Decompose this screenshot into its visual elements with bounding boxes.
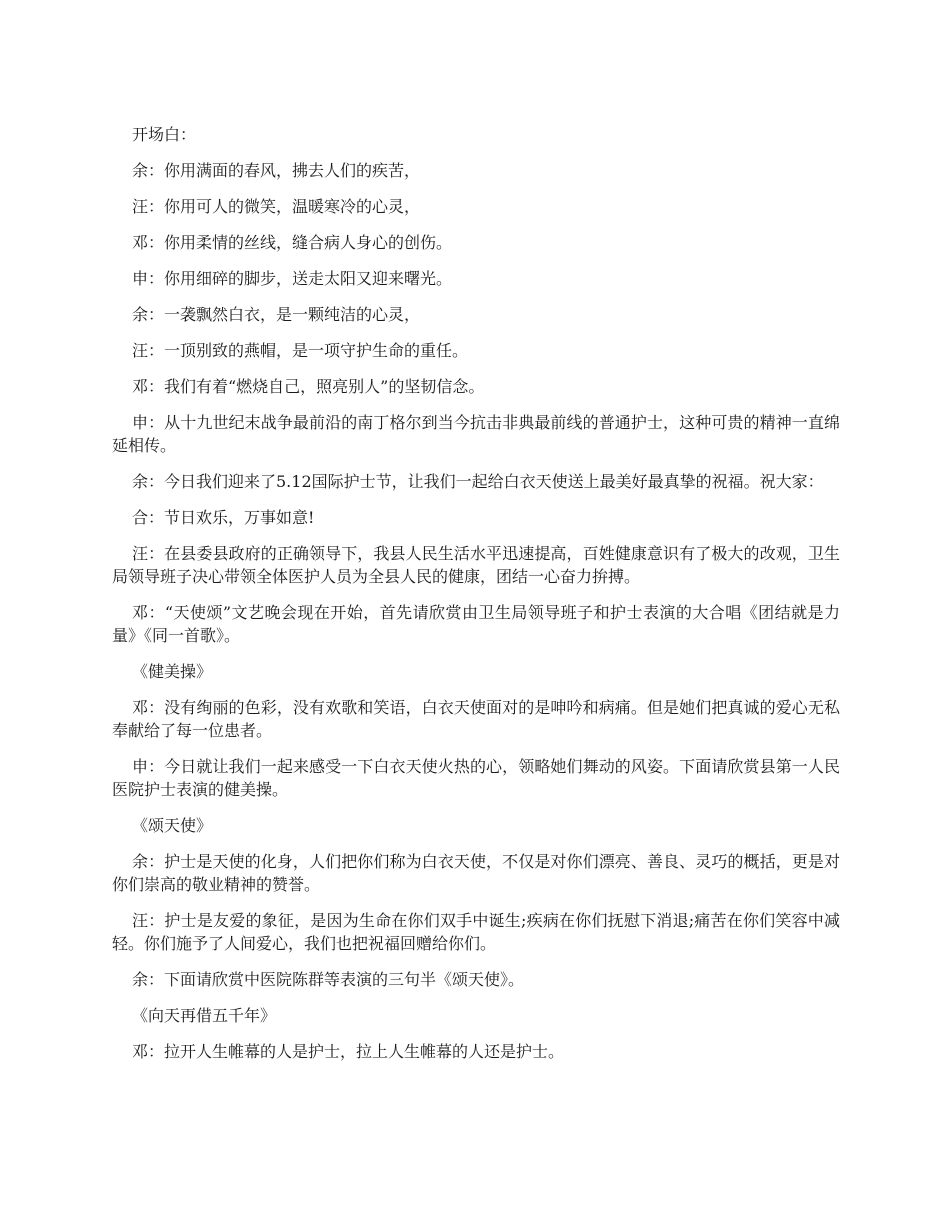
- paragraph: 余：一袭飘然白衣，是一颗纯洁的心灵，: [132, 305, 421, 324]
- paragraph: 汪：你用可人的微笑，温暖寒冷的心灵，: [132, 197, 421, 216]
- paragraph: 邓：拉开人生帷幕的人是护士，拉上人生帷幕的人还是护士。: [132, 1042, 565, 1061]
- opening-heading: 开场白：: [132, 125, 197, 144]
- paragraph: 汪：一顶别致的燕帽，是一项守护生命的重任。: [132, 341, 469, 360]
- paragraph: 邓：我们有着“燃烧自己，照亮别人”的坚韧信念。: [132, 377, 485, 396]
- paragraph: 余：你用满面的春风，拂去人们的疾苦，: [132, 161, 421, 180]
- program-title: 《健美操》: [132, 662, 213, 681]
- paragraph: 余：护士是天使的化身，人们把你们称为白衣天使，不仅是对你们漂亮、善良、灵巧的概括，更是对你们崇高的敬业精神的赞誉。: [112, 852, 840, 894]
- paragraph: 合：节日欢乐，万事如意!: [132, 508, 315, 527]
- paragraph: 申：从十九世纪末战争最前沿的南丁格尔到当今抗击非典最前线的普通护士，这种可贵的精神一直绵延相传。: [112, 413, 840, 455]
- paragraph: 邓：没有绚丽的色彩，没有欢歌和笑语，白衣天使面对的是呻吟和病痛。但是她们把真诚的爱心无私奉献给了每一位患者。: [112, 698, 840, 740]
- paragraph: 余：下面请欣赏中医院陈群等表演的三句半《颂天使》。: [132, 970, 525, 989]
- paragraph: 邓：“天使颂”文艺晚会现在开始，首先请欣赏由卫生局领导班子和护士表演的大合唱《团结就是力量》《同一首歌》。: [112, 603, 840, 645]
- program-title: 《颂天使》: [132, 816, 213, 835]
- paragraph: 申：今日就让我们一起来感受一下白衣天使火热的心，领略她们舞动的风姿。下面请欣赏县第一人民医院护士表演的健美操。: [112, 757, 840, 799]
- paragraph: 汪：护士是友爱的象征，是因为生命在你们双手中诞生;疾病在你们抚慰下消退;痛苦在你们笑容中减轻。你们施予了人间爱心，我们也把祝福回赠给你们。: [112, 911, 840, 953]
- paragraph: 申：你用细碎的脚步，送走太阳又迎来曙光。: [132, 269, 453, 288]
- program-title: 《向天再借五千年》: [132, 1006, 277, 1025]
- paragraph: 邓：你用柔情的丝线，缝合病人身心的创伤。: [132, 233, 453, 252]
- paragraph: 汪：在县委县政府的正确领导下，我县人民生活水平迅速提高，百姓健康意识有了极大的改观，卫生局领导班子决心带领全体医护人员为全县人民的健康，团结一心奋力拚搏。: [112, 544, 840, 586]
- paragraph: 余：今日我们迎来了5.12国际护士节，让我们一起给白衣天使送上最美好最真挚的祝福。祝大家：: [132, 472, 824, 491]
- document-body: [112, 123, 840, 1076]
